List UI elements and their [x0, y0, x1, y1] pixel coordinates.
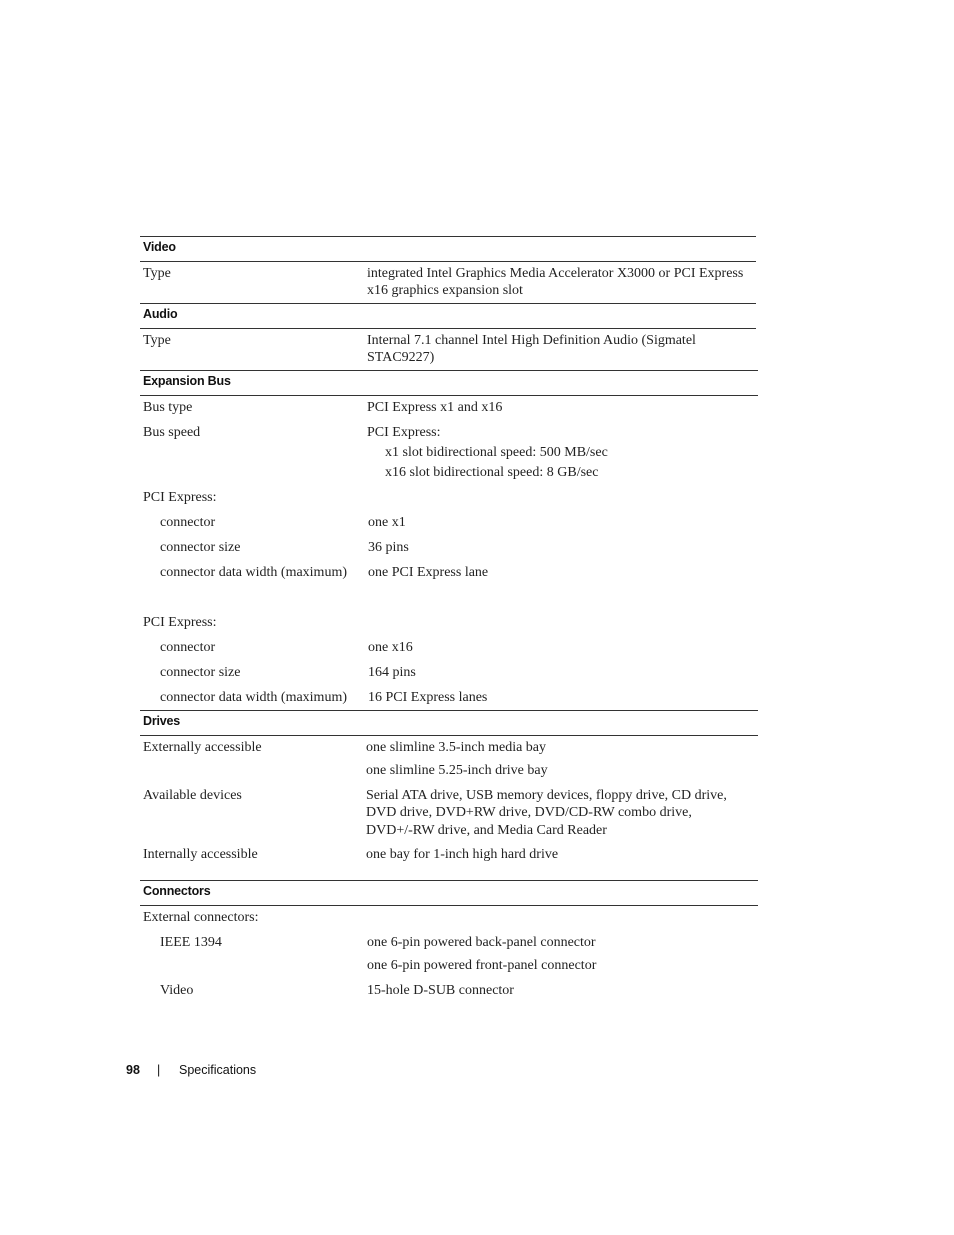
page-number: 98	[126, 1063, 140, 1077]
drives-ext-label: Externally accessible	[143, 740, 262, 755]
connectors-ieee-value-1: one 6-pin powered back-panel connector	[367, 935, 596, 950]
footer-separator: |	[157, 1063, 161, 1077]
pcie2-connector-value: one x16	[368, 640, 413, 655]
video-heading: Video	[143, 240, 176, 254]
pcie2-connector-label: connector	[160, 640, 216, 655]
bus-speed-value: PCI Express:	[367, 425, 441, 440]
connectors-external-label: External connectors:	[143, 910, 259, 925]
drives-avail-value-1: Serial ATA drive, USB memory devices, floppy drive, CD drive,	[366, 788, 727, 803]
pcie2-width-label: connector data width (maximum)	[160, 690, 347, 705]
connectors-ieee-label: IEEE 1394	[160, 935, 222, 950]
bus-type-label: Bus type	[143, 400, 193, 415]
drives-ext-value-1: one slimline 3.5-inch media bay	[366, 740, 547, 755]
connectors-video-value: 15-hole D-SUB connector	[367, 983, 514, 998]
connectors-top-rule	[140, 880, 758, 881]
pcie2-label: PCI Express:	[143, 615, 217, 630]
video-top-rule	[140, 236, 756, 237]
pcie1-width-label: connector data width (maximum)	[160, 565, 347, 580]
drives-int-label: Internally accessible	[143, 847, 258, 862]
bus-speed-x1: x1 slot bidirectional speed: 500 MB/sec	[385, 445, 608, 460]
audio-header-rule	[140, 328, 756, 329]
audio-type-label: Type	[143, 333, 171, 348]
bus-speed-label: Bus speed	[143, 425, 201, 440]
pcie1-size-value: 36 pins	[368, 540, 409, 555]
video-type-label: Type	[143, 266, 171, 281]
drives-top-rule	[140, 710, 758, 711]
expansion-heading: Expansion Bus	[143, 374, 231, 388]
pcie1-label: PCI Express:	[143, 490, 217, 505]
audio-top-rule	[140, 303, 756, 304]
bus-type-value: PCI Express x1 and x16	[367, 400, 503, 415]
pcie2-width-value: 16 PCI Express lanes	[368, 690, 488, 705]
drives-ext-value-2: one slimline 5.25-inch drive bay	[366, 763, 548, 778]
drives-heading: Drives	[143, 714, 181, 728]
bus-speed-x16: x16 slot bidirectional speed: 8 GB/sec	[385, 465, 599, 480]
pcie1-width-value: one PCI Express lane	[368, 565, 489, 580]
expansion-top-rule	[140, 370, 758, 371]
audio-heading: Audio	[143, 307, 178, 321]
drives-avail-value-2: DVD drive, DVD+RW drive, DVD/CD-RW combo drive,	[366, 805, 692, 820]
audio-type-value-line2: STAC9227)	[367, 350, 435, 365]
pcie1-connector-label: connector	[160, 515, 216, 530]
footer-section-title: Specifications	[179, 1063, 257, 1077]
video-header-rule	[140, 261, 756, 262]
pcie1-size-label: connector size	[160, 540, 241, 555]
expansion-header-rule	[140, 395, 758, 396]
pcie1-connector-value: one x1	[368, 515, 406, 530]
connectors-heading: Connectors	[143, 884, 211, 898]
connectors-header-rule	[140, 905, 758, 906]
pcie2-size-value: 164 pins	[368, 665, 416, 680]
connectors-video-label: Video	[160, 983, 194, 998]
drives-int-value: one bay for 1-inch high hard drive	[366, 847, 559, 862]
video-type-value-line1: integrated Intel Graphics Media Accelerator X3000 or PCI Express	[367, 266, 744, 281]
video-type-value-line2: x16 graphics expansion slot	[367, 283, 523, 298]
drives-header-rule	[140, 735, 758, 736]
pcie2-size-label: connector size	[160, 665, 241, 680]
drives-avail-label: Available devices	[143, 788, 242, 803]
audio-type-value-line1: Internal 7.1 channel Intel High Definition Audio (Sigmatel	[367, 333, 696, 348]
connectors-ieee-value-2: one 6-pin powered front-panel connector	[367, 958, 597, 973]
drives-avail-value-3: DVD+/-RW drive, and Media Card Reader	[366, 823, 607, 838]
